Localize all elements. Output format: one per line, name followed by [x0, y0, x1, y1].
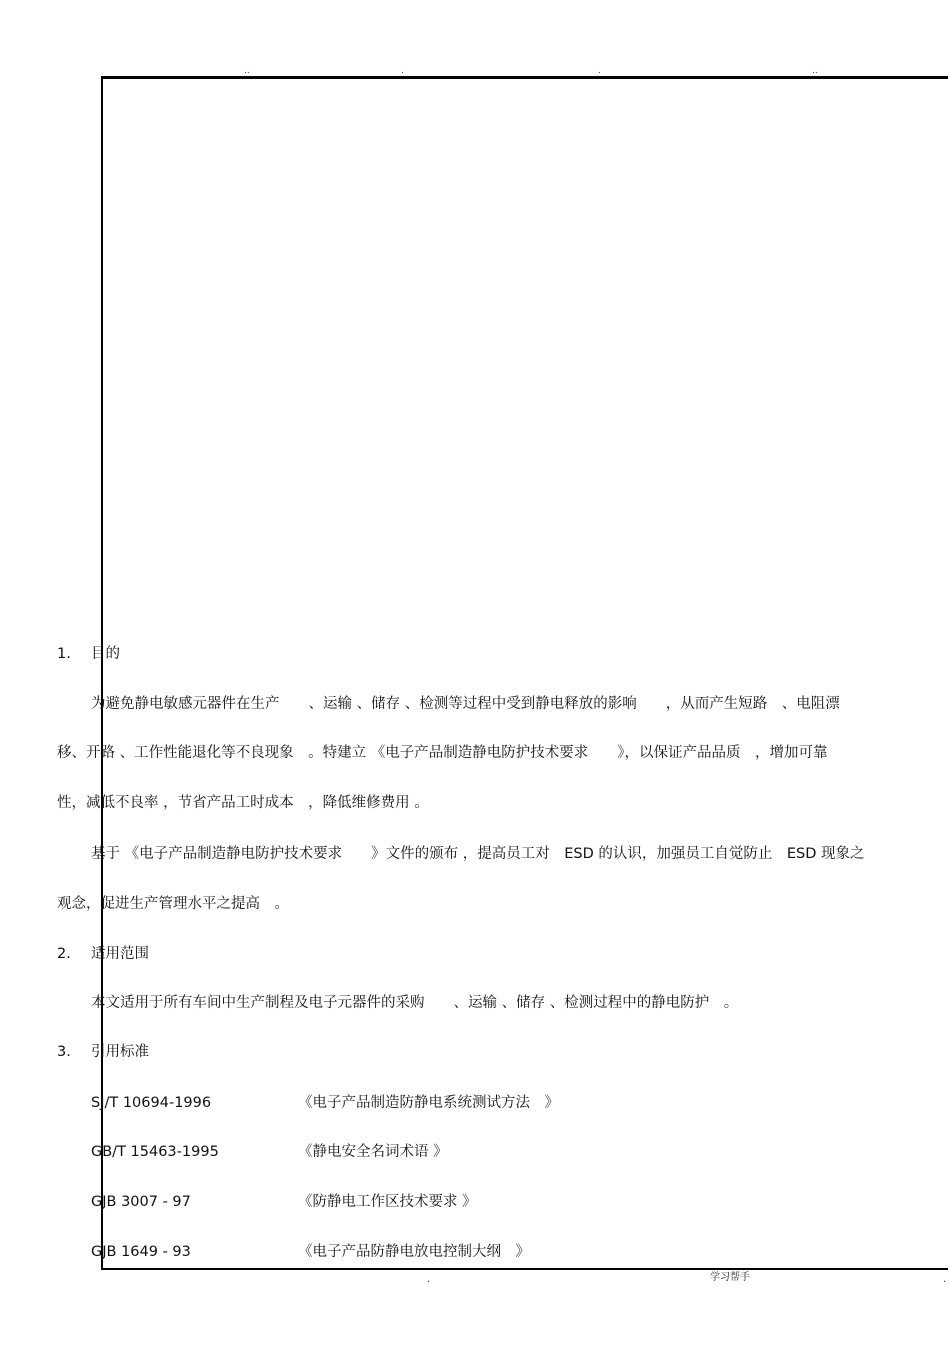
standard-code: GJB 1649 - 93 — [91, 1244, 191, 1260]
section-title: 引用标准 — [91, 1044, 149, 1060]
paragraph-line: 观念，促进生产管理水平之提高 。 — [57, 896, 289, 912]
paragraph-line: 本文适用于所有车间中生产制程及电子元器件的采购 、运输 、储存 、检测过程中的静电防护 。 — [91, 995, 739, 1011]
paragraph-line: 性，减低不良率 ，节省产品工时成本 ，降低维修费用 。 — [57, 795, 429, 811]
standard-code: SJ/T 10694-1996 — [91, 1095, 212, 1111]
paragraph-line: 移、开路 、工作性能退化等不良现象 。特建立 《电子产品制造静电防护技术要求 》，以保证产品品质 ，增加可靠 — [57, 745, 828, 761]
footer-mark: . — [943, 1274, 947, 1285]
section-number: 1. — [57, 646, 71, 662]
footer-mark: . — [427, 1274, 431, 1285]
header-mark: . — [598, 66, 601, 76]
section-number: 2. — [57, 946, 71, 962]
page-frame-bottom-border — [101, 1268, 948, 1270]
header-mark: .. — [244, 66, 250, 76]
standard-code: GJB 3007 - 97 — [91, 1194, 191, 1210]
header-mark: .. — [812, 66, 818, 76]
standard-title: 《电子产品制造防静电系统测试方法 》 — [298, 1095, 559, 1111]
page-frame-top-border — [101, 76, 948, 79]
standard-title: 《防静电工作区技术要求 》 — [298, 1194, 477, 1210]
standard-title: 《静电安全名词术语 》 — [298, 1144, 448, 1160]
section-number: 3. — [57, 1044, 71, 1060]
header-mark: . — [401, 66, 404, 76]
paragraph-line: 为避免静电敏感元器件在生产 、运输 、储存 、检测等过程中受到静电释放的影响 ，从而产生短路 、电阻漂 — [91, 696, 840, 712]
standard-title: 《电子产品防静电放电控制大纲 》 — [298, 1244, 530, 1260]
section-title: 适用范围 — [91, 946, 149, 962]
page-frame-left-border — [101, 76, 103, 1270]
section-title: 目的 — [91, 646, 120, 662]
standard-code: GB/T 15463-1995 — [91, 1144, 219, 1160]
paragraph-line: 基于 《电子产品制造静电防护技术要求 》文件的颁布 ，提高员工对 ESD 的认识，加强员工自觉防止 ESD 现象之 — [91, 846, 865, 862]
footer-text: 学习帮手 — [710, 1272, 750, 1283]
